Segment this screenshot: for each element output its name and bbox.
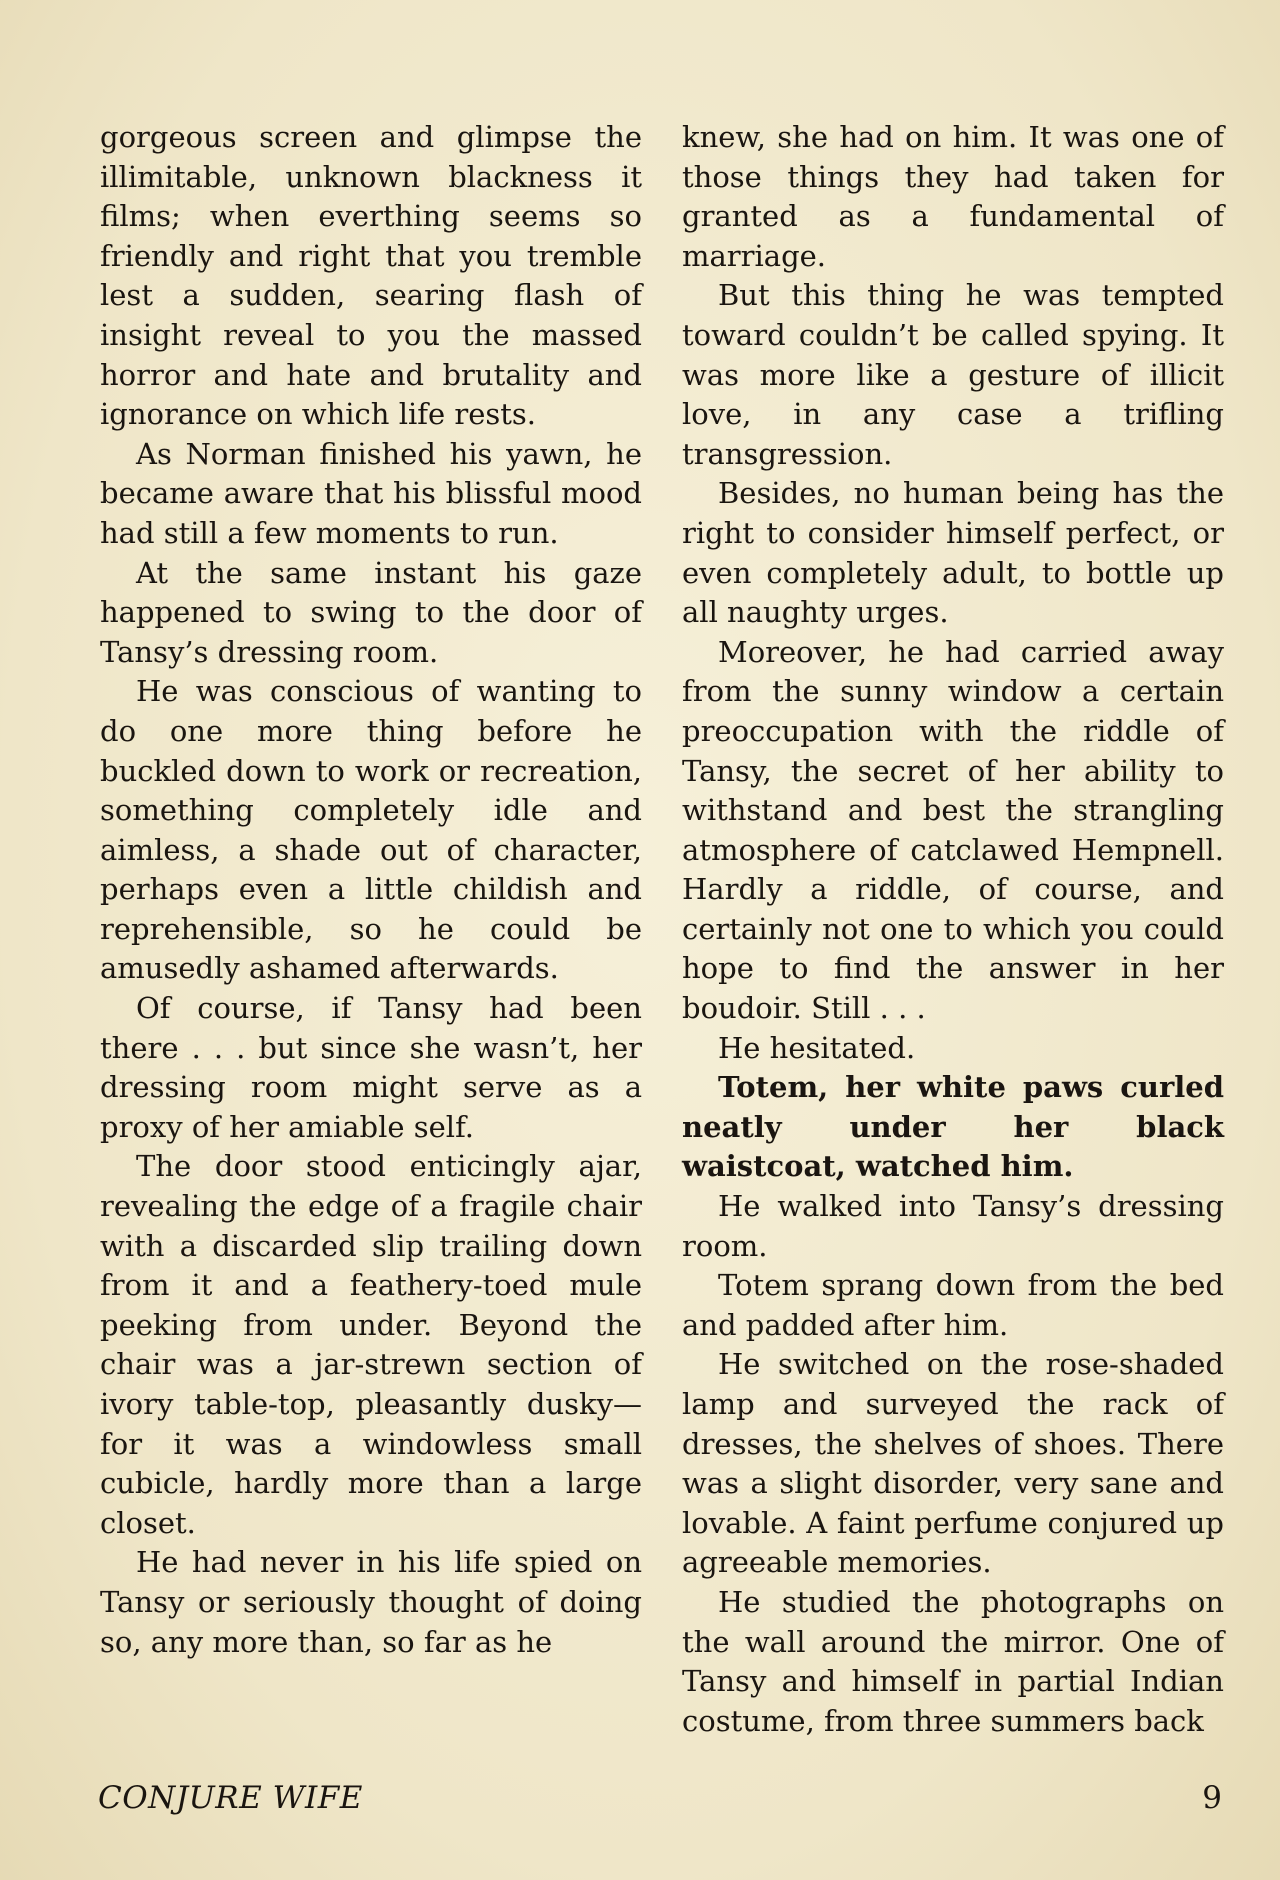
paragraph: knew, she had on him. It was one of those things they had taken for granted as a fundamental of marriage.: [682, 120, 1224, 273]
paragraph: He hesitated.: [718, 1030, 916, 1065]
paragraph: Besides, no human being has the right to consider himself perfect, or even completely adult, to bottle up all naughty urges.: [682, 476, 1224, 630]
paragraph: gorgeous screen and glimpse the illimitable, unknown blackness it films; when everthing seems so friendly and right that you tremble lest a sudden, searing flash of insight reveal to you the massed horror and hate and brutality and ignorance on which life rests.: [100, 120, 642, 432]
paragraph: At the same instant his gaze happened to swing to the door of Tansy’s dressing room.: [100, 555, 642, 669]
paragraph: He had never in his life spied on Tansy or seriously thought of doing so, any more than, so far as he: [100, 1545, 642, 1659]
paragraph: Totem, her white paws curled neatly under her black waistcoat, watched him.: [682, 1070, 1224, 1184]
paragraph: He was conscious of wanting to do one more thing before he buckled down to work or recreation, something completely idle and aimless, a shade out of character, perhaps even a little childish and reprehensible, so he could be amusedly ashamed afterwards.: [100, 674, 642, 986]
paragraph: He studied the photographs on the wall around the mirror. One of Tansy and himself in partial Indian costume, from three summers back: [682, 1584, 1224, 1738]
paragraph: Of course, if Tansy had been there . . . but since she wasn’t, her dressing room might serve as a proxy of her amiable self.: [100, 991, 642, 1144]
paragraph: He walked into Tansy’s dressing room.: [682, 1189, 1224, 1263]
right-column: [682, 118, 1224, 1741]
running-footer-title: CONJURE WIFE: [98, 1780, 363, 1816]
paragraph: The door stood enticingly ajar, revealing the edge of a fragile chair with a discarded slip trailing down from it and a feathery-toed mule peeking from under. Beyond the chair was a jar-strewn section of ivory table-top, pleasantly dusky—for it was a windowless small cubicle, hardly more than a large closet.: [100, 1149, 642, 1540]
paragraph: He switched on the rose-shaded lamp and surveyed the rack of dresses, the shelves of shoes. There was a slight disorder, very sane and lovable. A faint perfume conjured up agreeable memories.: [682, 1347, 1224, 1580]
left-column: [100, 118, 642, 1662]
paragraph: As Norman finished his yawn, he became aware that his blissful mood had still a few moments to run.: [100, 436, 642, 550]
paragraph: Totem sprang down from the bed and padded after him.: [682, 1268, 1224, 1342]
paragraph: But this thing he was tempted toward couldn’t be called spying. It was more like a gesture of illicit love, in any case a trifling transgression.: [682, 278, 1224, 471]
paragraph: Moreover, he had carried away from the sunny window a certain preoccupation with the riddle of Tansy, the secret of her ability to withstand and best the strangling atmosphere of catclawed Hempnell. Hardly a riddle, of course, and certainly not one to which you could hope to find the answer in her boudoir. Still . . .: [682, 634, 1224, 1026]
page-number: 9: [1202, 1780, 1222, 1816]
